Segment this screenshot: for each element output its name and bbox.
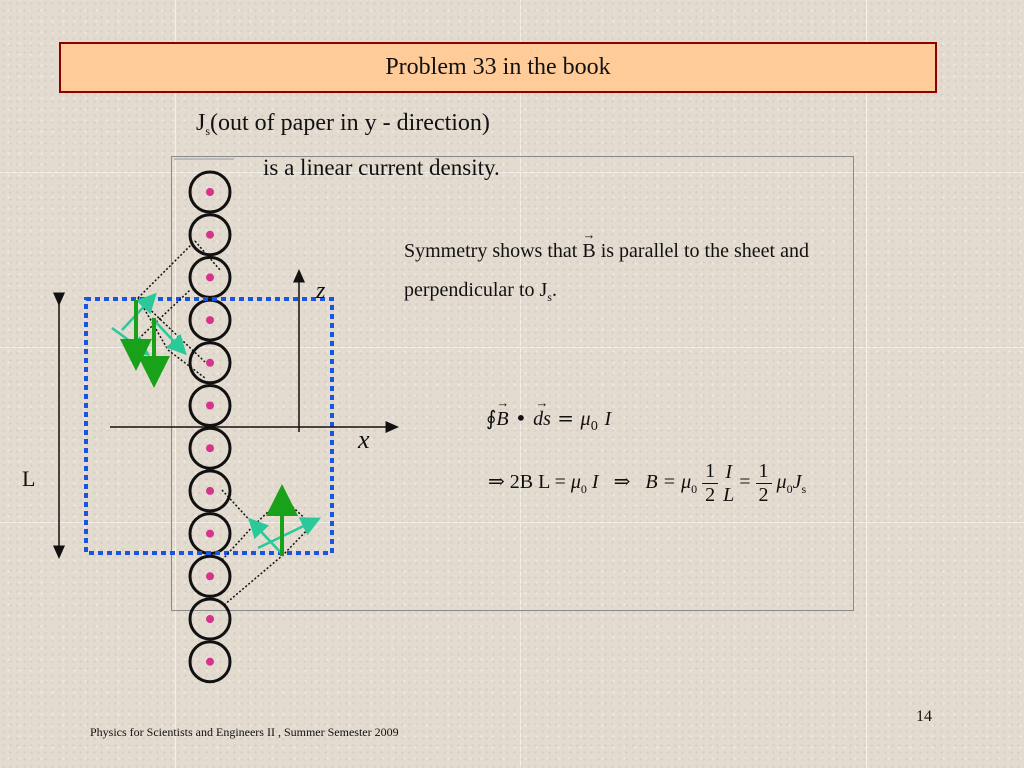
linear-density-text: is a linear current density. [263, 155, 500, 180]
slide-title: Problem 33 in the book [385, 54, 611, 80]
js-symbol: J [196, 110, 206, 136]
mu-subscript: 0 [786, 482, 793, 497]
fraction-one-half [702, 460, 718, 507]
b-equals: B = [645, 471, 682, 494]
mu-subscript: 0 [580, 482, 587, 497]
mu-symbol: μ [580, 408, 591, 430]
implies-sign: ⇒ [488, 471, 505, 494]
mu-symbol: μ [570, 471, 581, 494]
current-out-dot [206, 273, 214, 281]
perp-end: . [551, 279, 557, 301]
current-out-dot [206, 402, 214, 410]
mu-subscript: 0 [691, 482, 698, 497]
symmetry-part1: Symmetry shows that [404, 240, 583, 262]
mu-symbol: μ [681, 471, 692, 494]
fraction-numerator: I [725, 460, 732, 483]
path-element-arrow [152, 318, 180, 348]
current-out-dot [206, 316, 214, 324]
z-axis-label: z [316, 278, 326, 304]
fraction-denominator: 2 [758, 484, 769, 506]
fraction-numerator: 1 [756, 460, 772, 484]
current-out-dot [206, 615, 214, 623]
path-element-arrow [255, 525, 283, 555]
current-out-dot [206, 359, 214, 367]
current-out-dot [206, 487, 214, 495]
current-symbol: I [604, 408, 612, 430]
equals-sign: = [739, 471, 756, 494]
j-subscript: s [801, 482, 807, 497]
fraction-i-over-l [723, 461, 734, 507]
symmetry-part2: is parallel to the sheet and [595, 240, 809, 262]
ds-vector-symbol: → ds [533, 408, 551, 431]
upper-symmetry-construct [112, 241, 220, 378]
current-out-dot [206, 530, 214, 538]
length-label: L [22, 466, 36, 491]
ampere-law-equation [486, 406, 611, 431]
path-element-arrow [258, 522, 312, 548]
dot-operator: • [515, 406, 527, 430]
field-result-equation [488, 460, 806, 507]
perp-subscript: s [547, 290, 552, 304]
lhs-expression: 2B L = [509, 471, 571, 494]
fraction-numerator: 1 [702, 460, 718, 484]
page-number: 14 [916, 708, 932, 725]
perp-text: perpendicular to J [404, 279, 548, 301]
current-symbol: I [591, 471, 599, 494]
implies-sign: ⇒ [613, 471, 631, 494]
j-symbol: J [792, 471, 802, 494]
mu-subscript: 0 [590, 419, 599, 433]
fraction-denominator: L [723, 483, 735, 506]
js-subscript: s [205, 124, 211, 138]
footer-text: Physics for Scientists and Engineers II , Summer Semester 2009 [90, 725, 399, 739]
current-out-dot [206, 658, 214, 666]
contour-integral-sign: ∮ [486, 406, 497, 430]
lower-symmetry-construct [222, 490, 312, 605]
mu-symbol: μ [776, 471, 787, 494]
current-out-dot [206, 444, 214, 452]
current-out-dot [206, 572, 214, 580]
fraction-denominator: 2 [705, 484, 716, 506]
x-axis-label: x [358, 425, 370, 454]
current-out-dot [206, 188, 214, 196]
b-vector-symbol: → B [496, 408, 508, 431]
fraction-one-half [756, 460, 772, 507]
js-description: (out of paper in y - direction) [210, 110, 490, 136]
b-vector: → B [582, 240, 595, 263]
equals-sign: = [550, 406, 581, 430]
current-out-dot [206, 231, 214, 239]
